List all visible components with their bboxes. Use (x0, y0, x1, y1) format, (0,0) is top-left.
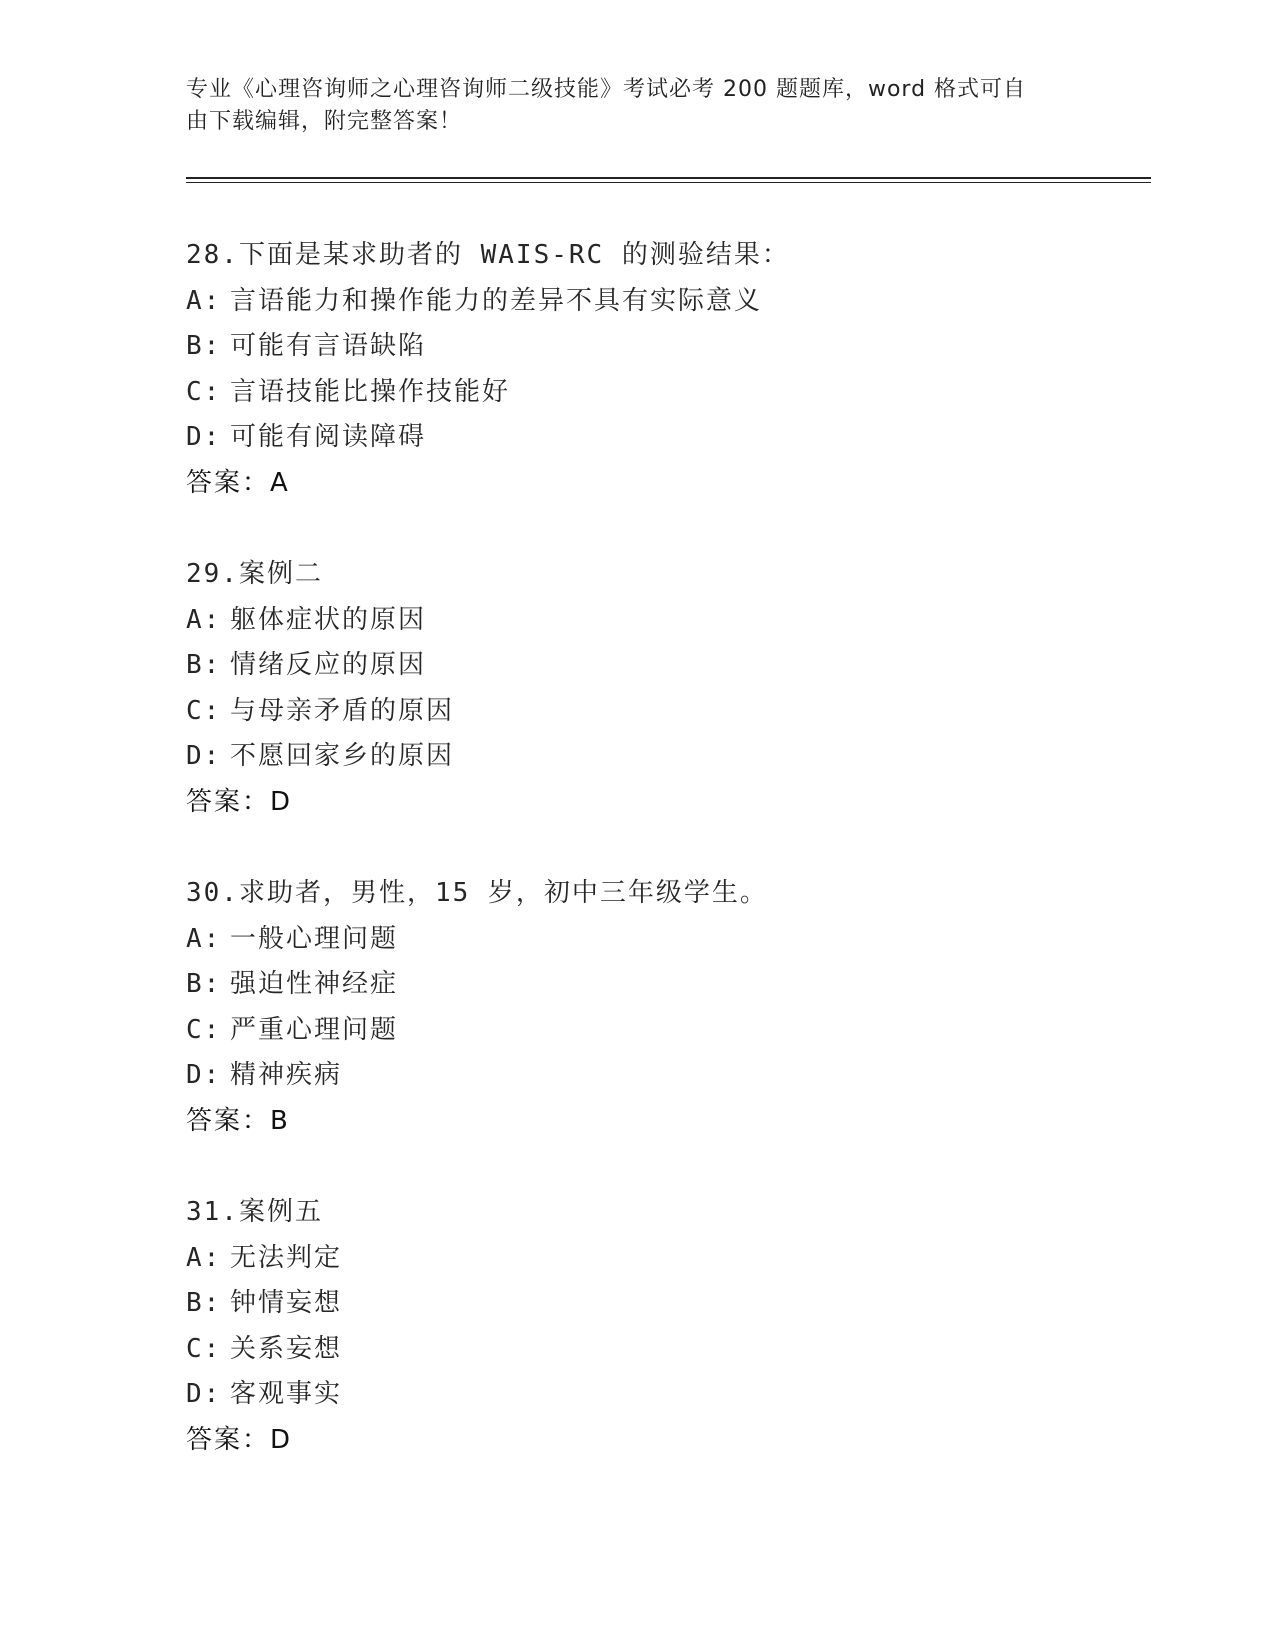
option-letter: A: (186, 923, 222, 954)
option-letter: D: (186, 741, 222, 771)
option-text: 与母亲矛盾的原因 (230, 695, 455, 726)
option-text: 关系妄想 (230, 1333, 343, 1364)
option-b (186, 324, 1146, 370)
option-letter: C: (186, 1014, 222, 1045)
option-text: 一般心理问题 (230, 923, 399, 954)
option-c (186, 689, 1146, 735)
option-letter: A: (186, 285, 222, 316)
option-letter: B: (186, 650, 222, 680)
option-text: 情绪反应的原因 (230, 650, 427, 680)
option-b (186, 643, 1146, 689)
option-d (186, 1372, 1146, 1418)
option-a (186, 917, 1146, 963)
question-list (186, 233, 1146, 1509)
option-letter: D: (186, 422, 222, 452)
option-letter: C: (186, 1333, 222, 1364)
option-c (186, 370, 1146, 416)
option-b (186, 962, 1146, 1008)
question-stem: 29.案例二 (186, 559, 323, 589)
option-a (186, 279, 1146, 325)
question-30 (186, 871, 1146, 1144)
option-letter: B: (186, 331, 222, 361)
option-letter: B: (186, 1288, 222, 1318)
option-text: 言语技能比操作技能好 (230, 376, 511, 407)
option-letter: A: (186, 604, 222, 635)
header-line-1: 专业《心理咨询师之心理咨询师二级技能》考试必考 200 题题库，word 格式可自 (186, 77, 1027, 102)
option-c (186, 1008, 1146, 1054)
option-text: 躯体症状的原因 (230, 604, 427, 635)
header-divider (186, 177, 1151, 179)
option-text: 可能有言语缺陷 (230, 331, 427, 361)
option-d (186, 1053, 1146, 1099)
option-text: 客观事实 (230, 1379, 343, 1409)
option-c (186, 1327, 1146, 1373)
option-letter: D: (186, 1379, 222, 1409)
question-31 (186, 1190, 1146, 1463)
option-text: 精神疾病 (230, 1060, 343, 1090)
option-text: 言语能力和操作能力的差异不具有实际意义 (230, 285, 763, 316)
option-text: 不愿回家乡的原因 (230, 741, 455, 771)
option-d (186, 415, 1146, 461)
header-divider-thin (186, 182, 1151, 183)
answer-line: 答案：A (186, 467, 290, 498)
option-letter: B: (186, 969, 222, 999)
question-stem: 30.求助者，男性，15 岁，初中三年级学生。 (186, 878, 768, 908)
option-letter: A: (186, 1242, 222, 1273)
option-text: 强迫性神经症 (230, 969, 399, 999)
document-header (186, 74, 1066, 138)
answer-line: 答案：D (186, 786, 293, 817)
option-a (186, 1236, 1146, 1282)
option-letter: C: (186, 695, 222, 726)
option-letter: C: (186, 376, 222, 407)
option-a (186, 598, 1146, 644)
option-text: 钟情妄想 (230, 1288, 343, 1318)
option-b (186, 1281, 1146, 1327)
option-text: 无法判定 (230, 1242, 343, 1273)
option-d (186, 734, 1146, 780)
header-line-2: 由下载编辑，附完整答案！ (186, 109, 463, 134)
option-text: 可能有阅读障碍 (230, 422, 427, 452)
answer-line: 答案：D (186, 1424, 293, 1455)
question-stem: 31.案例五 (186, 1197, 323, 1227)
option-text: 严重心理问题 (230, 1014, 399, 1045)
answer-line: 答案：B (186, 1105, 290, 1136)
question-29 (186, 552, 1146, 825)
option-letter: D: (186, 1060, 222, 1090)
question-28 (186, 233, 1146, 506)
question-stem: 28.下面是某求助者的 WAIS-RC 的测验结果： (186, 240, 790, 270)
